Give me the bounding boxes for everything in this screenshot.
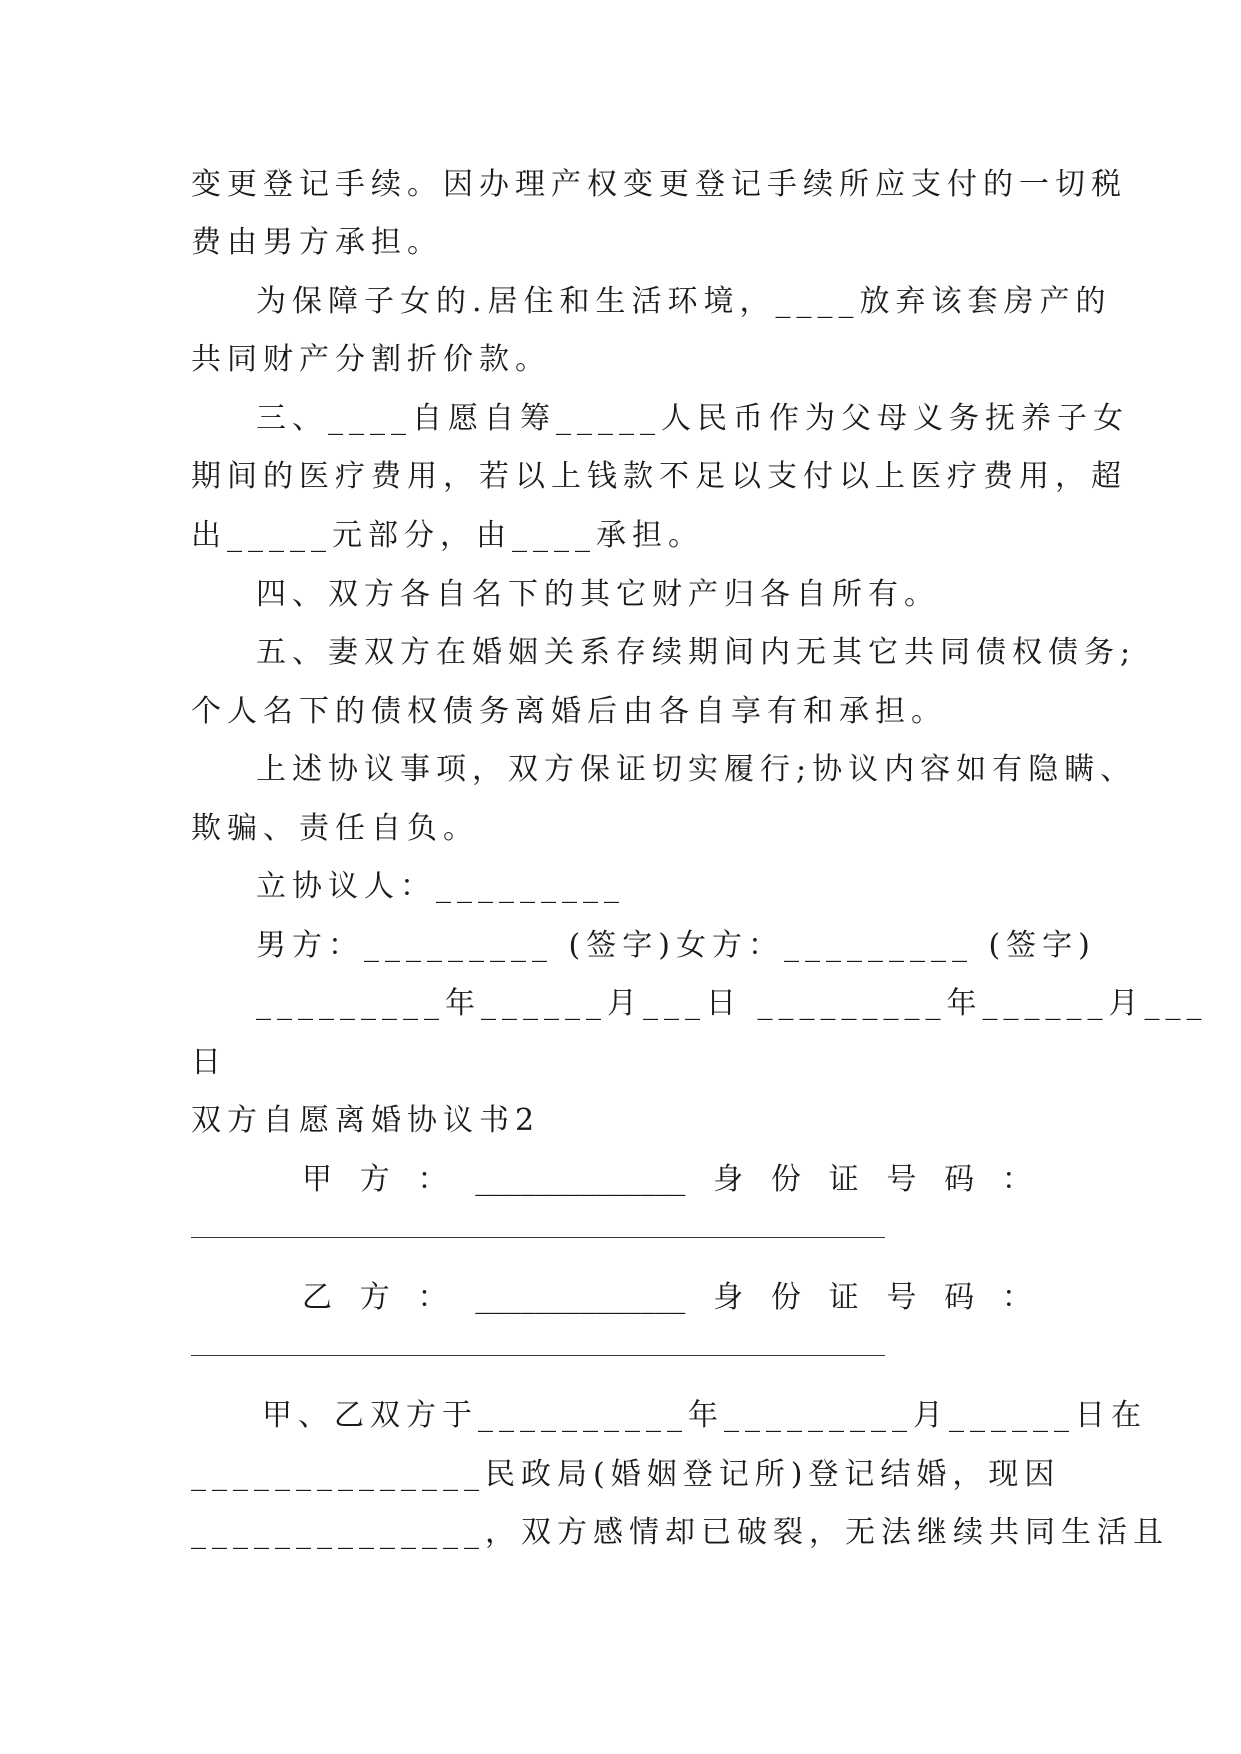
section-title: 双方自愿离婚协议书2	[191, 1103, 541, 1138]
party-b-char: 码	[944, 1280, 975, 1315]
party-b-char: 份	[770, 1280, 801, 1315]
paragraph-line: 费由男方承担。	[191, 225, 443, 260]
paragraph-line: 出_____元部分，由____承担。	[191, 518, 704, 553]
party-b-char: 身	[713, 1280, 744, 1315]
party-a-char: 份	[770, 1162, 801, 1197]
party-b-char: 号	[886, 1280, 917, 1315]
paragraph-line: ______________，双方感情却已破裂，无法继续共同生活且	[191, 1515, 1169, 1550]
party-a-char: 码	[944, 1162, 975, 1197]
party-a-char: ：	[1001, 1162, 1032, 1197]
party-b-name-blank: ______________	[475, 1280, 686, 1315]
paragraph-line: 上述协议事项，双方保证切实履行;协议内容如有隐瞒、	[256, 752, 1137, 787]
paragraph-line: 共同财产分割折价款。	[191, 342, 551, 377]
clause-five-line: 五、妻双方在婚姻关系存续期间内无其它共同债权债务;	[256, 635, 1137, 670]
paragraph-line: 为保障子女的.居住和生活环境，____放弃该套房产的	[256, 284, 1112, 319]
party-b-line	[302, 1278, 1032, 1318]
party-a-char: 证	[828, 1162, 859, 1197]
party-a-char: 甲	[302, 1162, 332, 1197]
paragraph-line: 期间的医疗费用，若以上钱款不足以支付以上医疗费用，超	[191, 459, 1127, 494]
party-a-line	[302, 1160, 1032, 1200]
party-b-char: 乙	[302, 1280, 332, 1315]
signatory-line: 立协议人：_________	[256, 869, 625, 904]
paragraph-line: 个人名下的债权债务离婚后由各自享有和承担。	[191, 694, 947, 729]
party-b-char: 证	[828, 1280, 859, 1315]
party-b-char: ：	[1001, 1280, 1032, 1315]
paragraph-line: 甲、乙双方于__________年_________月______日在	[262, 1398, 1147, 1433]
date-line: _________年______月___日 _________年______月___	[256, 986, 1208, 1021]
date-line-end: 日	[191, 1045, 227, 1080]
party-a-char: 号	[886, 1162, 917, 1197]
paragraph-line: 欺骗、责任自负。	[191, 811, 479, 846]
id-number-blank-a	[191, 1237, 885, 1238]
party-b-char: ：	[417, 1280, 448, 1315]
id-number-blank-b	[191, 1355, 885, 1356]
party-a-char: 方	[359, 1162, 390, 1197]
clause-three-line: 三、____自愿自筹_____人民币作为父母义务抚养子女	[256, 401, 1129, 436]
party-a-char: ：	[417, 1162, 448, 1197]
party-a-char: 身	[713, 1162, 744, 1197]
party-a-name-blank: ______________	[475, 1162, 686, 1197]
party-b-char: 方	[359, 1280, 390, 1315]
signature-line: 男方：_________ (签字)女方：_________ (签字)	[256, 928, 1096, 963]
paragraph-line: 变更登记手续。因办理产权变更登记手续所应支付的一切税	[191, 167, 1127, 202]
clause-four-line: 四、双方各自名下的其它财产归各自所有。	[256, 577, 940, 612]
paragraph-line: ______________民政局(婚姻登记所)登记结婚，现因	[191, 1457, 1061, 1492]
